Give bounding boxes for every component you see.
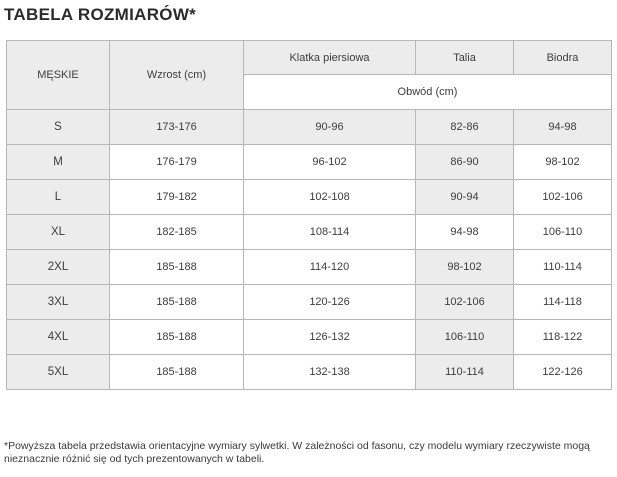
waist-cell: 94-98 [416, 215, 514, 250]
table-row [7, 110, 612, 145]
table-row [7, 285, 612, 320]
height-cell: 176-179 [110, 145, 244, 180]
table-row [7, 145, 612, 180]
chest-cell: 126-132 [244, 320, 416, 355]
page-title: TABELA ROZMIARÓW* [4, 5, 197, 24]
chest-cell: 108-114 [244, 215, 416, 250]
hips-cell: 98-102 [514, 145, 612, 180]
waist-cell: 110-114 [416, 355, 514, 390]
waist-cell: 86-90 [416, 145, 514, 180]
height-cell: 185-188 [110, 250, 244, 285]
header-circumference: Obwód (cm) [244, 75, 612, 110]
header-waist: Talia [416, 41, 514, 75]
header-hips: Biodra [514, 41, 612, 75]
header-size: MĘSKIE [7, 41, 110, 110]
hips-cell: 110-114 [514, 250, 612, 285]
table-row [7, 180, 612, 215]
chest-cell: 102-108 [244, 180, 416, 215]
size-table [6, 40, 612, 390]
chest-cell: 90-96 [244, 110, 416, 145]
table-row [7, 250, 612, 285]
size-cell: 4XL [7, 320, 110, 355]
waist-cell: 90-94 [416, 180, 514, 215]
size-cell: M [7, 145, 110, 180]
height-cell: 185-188 [110, 355, 244, 390]
height-cell: 179-182 [110, 180, 244, 215]
waist-cell: 82-86 [416, 110, 514, 145]
hips-cell: 94-98 [514, 110, 612, 145]
height-cell: 185-188 [110, 285, 244, 320]
hips-cell: 122-126 [514, 355, 612, 390]
waist-cell: 106-110 [416, 320, 514, 355]
table-row [7, 320, 612, 355]
height-cell: 182-185 [110, 215, 244, 250]
size-cell: 3XL [7, 285, 110, 320]
waist-cell: 102-106 [416, 285, 514, 320]
footnote: *Powyższa tabela przedstawia orientacyjne wymiary sylwetki. W zależności od fasonu, czy modelu wymiary rzeczywiste mogą nieznacznie różnić się od tych prezentowanych w tabeli. [4, 440, 590, 465]
chest-cell: 114-120 [244, 250, 416, 285]
table-row [7, 215, 612, 250]
height-cell: 185-188 [110, 320, 244, 355]
header-chest: Klatka piersiowa [244, 41, 416, 75]
size-cell: 2XL [7, 250, 110, 285]
table-row [7, 355, 612, 390]
size-cell: 5XL [7, 355, 110, 390]
header-height: Wzrost (cm) [110, 41, 244, 110]
size-cell: XL [7, 215, 110, 250]
hips-cell: 118-122 [514, 320, 612, 355]
hips-cell: 102-106 [514, 180, 612, 215]
chest-cell: 96-102 [244, 145, 416, 180]
chest-cell: 120-126 [244, 285, 416, 320]
hips-cell: 114-118 [514, 285, 612, 320]
hips-cell: 106-110 [514, 215, 612, 250]
height-cell: 173-176 [110, 110, 244, 145]
size-cell: S [7, 110, 110, 145]
waist-cell: 98-102 [416, 250, 514, 285]
chest-cell: 132-138 [244, 355, 416, 390]
size-cell: L [7, 180, 110, 215]
